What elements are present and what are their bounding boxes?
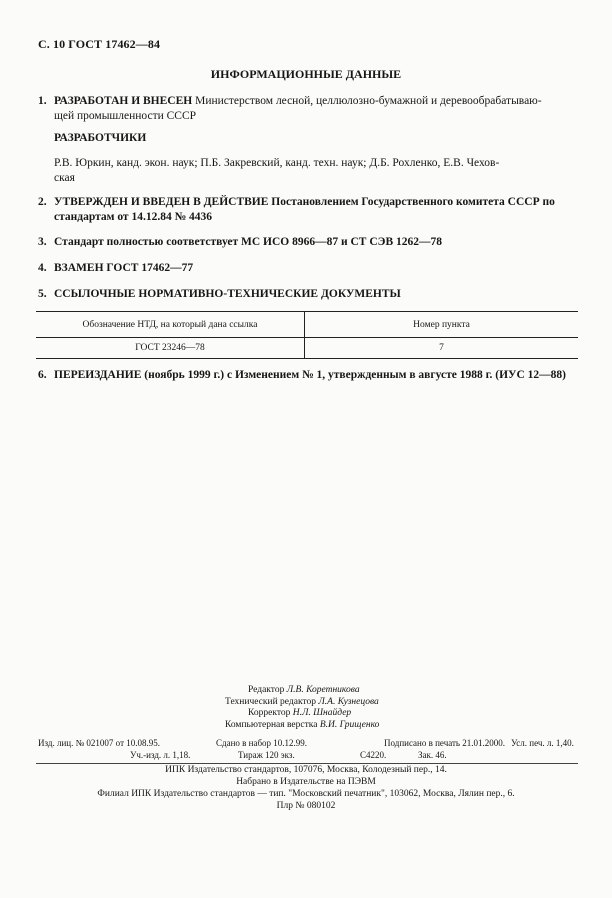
item-references <box>38 287 578 302</box>
developers-line: Р.В. Юркин, канд. экон. наук; П.Б. Закревский, канд. техн. наук; Д.Б. Рохленко, Е.В. Чехов- <box>54 157 500 169</box>
credit-corrector: Корректор Н.Л. Шнайдер <box>248 708 352 719</box>
item-text: ССЫЛОЧНЫЕ НОРМАТИВНО-ТЕХНИЧЕСКИЕ ДОКУМЕНТЫ <box>54 288 401 300</box>
item-number: 1. <box>38 95 47 107</box>
item-text: (ноябрь 1999 г.) с Изменением № 1, утвержденным в августе 1988 г. (ИУС 12—88) <box>141 369 566 381</box>
pub-print-sheets: Усл. печ. л. 1,40. <box>511 738 574 748</box>
item-developed <box>38 94 578 124</box>
item-text: Стандарт полностью соответствует МС ИСО 8966—87 и СТ СЭВ 1262—78 <box>54 236 442 248</box>
developers-list <box>38 156 578 186</box>
footer-plr: Плр № 080102 <box>276 801 336 811</box>
item-conformity <box>38 235 578 250</box>
item-number: 6. <box>38 369 47 381</box>
pub-sent-to-set: Сдано в набор 10.12.99. <box>216 738 308 748</box>
developers-line-cont: ская <box>54 172 75 184</box>
table-header-cell: Номер пункта <box>305 312 579 338</box>
credit-editor: Редактор Л.В. Коретникова <box>248 685 360 695</box>
table-header-cell: Обозначение НТД, на который дана ссылка <box>36 312 305 338</box>
footer-divider <box>36 763 578 764</box>
item-number: 5. <box>38 288 47 300</box>
item-lead: РАЗРАБОТАН И ВНЕСЕН <box>54 95 193 107</box>
credit-layout: Компьютерная верстка В.И. Грищенко <box>225 719 380 730</box>
page-header: С. 10 ГОСТ 17462—84 <box>38 37 161 51</box>
item-approved <box>38 195 578 225</box>
item-reissue <box>38 368 598 383</box>
item-lead: ПЕРЕИЗДАНИЕ <box>54 369 142 381</box>
developers-heading: РАЗРАБОТЧИКИ <box>54 132 147 144</box>
pub-circulation: Тираж 120 экз. <box>238 750 295 760</box>
table-row <box>36 338 578 359</box>
item-lead: УТВЕРЖДЕН И ВВЕДЕН В ДЕЙСТВИЕ <box>54 196 269 208</box>
item-text: ВЗАМЕН ГОСТ 17462—77 <box>54 262 194 274</box>
item-text-cont: щей промышленности СССР <box>54 110 197 122</box>
section-title: ИНФОРМАЦИОННЫЕ ДАННЫЕ <box>210 67 402 81</box>
footer-typeset: Набрано в Издательстве на ПЭВМ <box>236 777 376 787</box>
credit-tech-editor: Технический редактор Л.А. Кузнецова <box>225 696 379 707</box>
item-text: Постановлением Государственного комитета СССР по <box>268 196 555 208</box>
table-header-row <box>36 312 578 338</box>
pub-license: Изд. лиц. № 021007 от 10.08.95. <box>38 738 160 748</box>
footer-printing-house: Филиал ИПК Издательство стандартов — тип. "Московский печатник", 103062, Москва, Лялин пер., 6. <box>97 789 515 799</box>
pub-signed: Подписано в печать 21.01.2000. <box>384 738 506 748</box>
pub-publisher-sheets: Уч.-изд. л. 1,18. <box>130 750 191 760</box>
credits-block <box>200 685 460 731</box>
footer-publisher: ИПК Издательство стандартов, 107076, Москва, Колодезный пер., 14. <box>165 765 447 775</box>
item-number: 2. <box>38 196 47 208</box>
item-replaces <box>38 261 578 276</box>
item-text-cont: стандартам от 14.12.84 № 4436 <box>54 211 213 223</box>
table-cell: ГОСТ 23246—78 <box>36 338 305 359</box>
item-text: Министерством лесной, целлюлозно-бумажной и деревообрабатываю- <box>192 95 542 107</box>
pub-code: С4220. <box>360 750 387 760</box>
item-number: 3. <box>38 236 47 248</box>
references-table <box>36 311 578 359</box>
item-number: 4. <box>38 262 47 274</box>
pub-order: Зак. 46. <box>418 750 447 760</box>
table-cell: 7 <box>305 338 579 359</box>
developers-block <box>38 131 578 146</box>
